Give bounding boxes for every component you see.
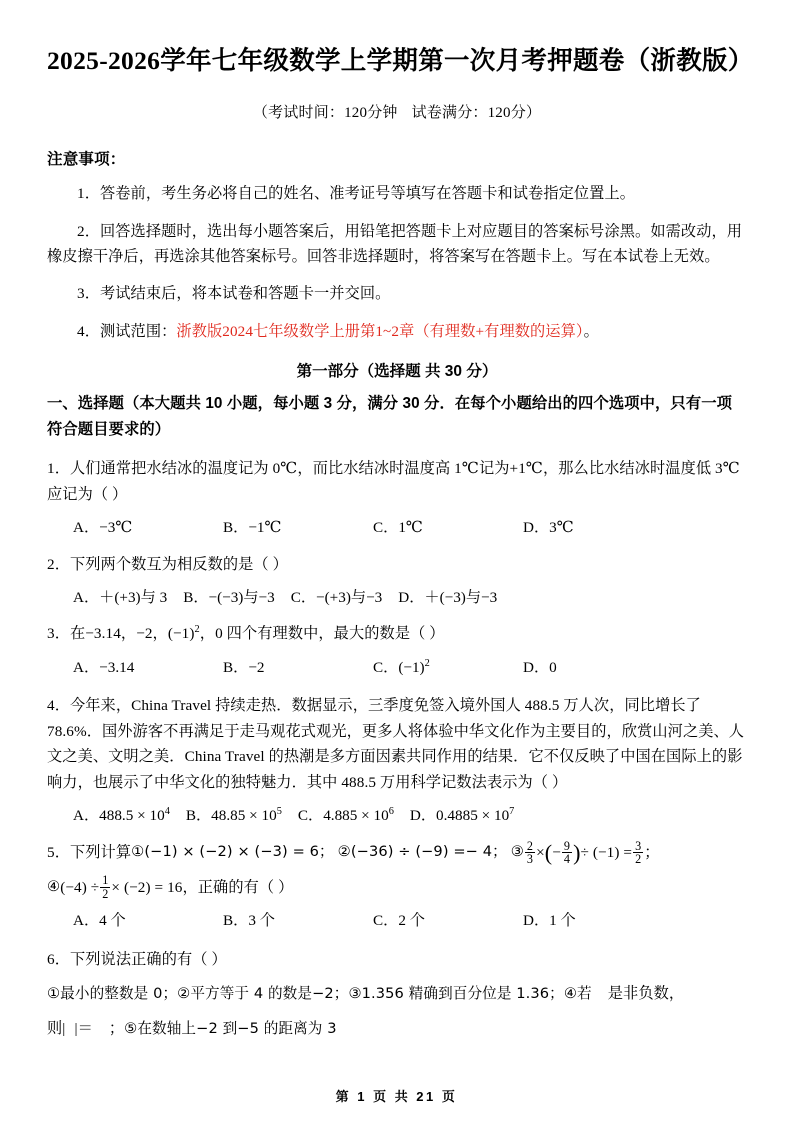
question-2-number: 2． xyxy=(47,555,70,573)
question-1-stem: 人们通常把水结冰的温度记为 0℃，而比水结冰时温度高 1℃记为+1℃，那么比水结冰时温度低 3℃应记为（ ） xyxy=(47,460,740,503)
question-4-option-c-text: C．4.885 × 10 xyxy=(297,807,389,825)
question-6-statements-line-2 xyxy=(47,1016,747,1042)
question-6-statement-4-start: ④若 xyxy=(563,985,592,1003)
question-4-option-b-exponent: 5 xyxy=(276,806,282,818)
question-6-statements-line-1 xyxy=(47,981,747,1007)
question-2-option-d[interactable]: D．＋(−3)与−3 xyxy=(398,589,498,607)
question-5-option-a[interactable]: A．4 个 xyxy=(73,912,126,930)
notice-item-4-prefix: 4．测试范围： xyxy=(77,322,177,340)
question-4-option-b-text: B．48.85 × 10 xyxy=(185,807,277,825)
question-5-options xyxy=(47,909,747,933)
question-4-option-d[interactable] xyxy=(410,804,514,828)
question-5-line-2 xyxy=(47,874,293,900)
question-3-option-a[interactable]: A．−3.14 xyxy=(73,658,135,676)
question-3-option-b[interactable]: B．−2 xyxy=(223,658,265,676)
question-1-number: 1． xyxy=(47,460,70,478)
question-6-statement-5: ⑤在数轴上−2 到−5 的距离为 3 xyxy=(124,1019,337,1037)
fraction-denominator: 3 xyxy=(526,852,534,867)
part-one-heading: 第一部分（选择题 共 30 分） xyxy=(296,362,498,380)
question-6-statement-1: ①最小的整数是 0； xyxy=(47,985,178,1003)
question-6-statement-4-semicolon: ； xyxy=(108,1019,125,1037)
question-3-option-c-exponent: 2 xyxy=(424,657,430,669)
notice-heading: 注意事项： xyxy=(47,151,126,169)
question-3-option-d[interactable]: D．0 xyxy=(523,658,557,676)
question-5-item-3-times: × xyxy=(536,843,545,861)
question-5-fraction-one-half xyxy=(100,874,110,900)
left-paren: ( xyxy=(544,839,553,865)
question-4 xyxy=(47,693,747,795)
question-5-item-4-part-a: (−4) ÷ xyxy=(60,878,100,896)
question-2-options xyxy=(47,586,747,610)
question-6-statement-2: ②平方等于 4 的数是−2； xyxy=(177,985,349,1003)
fraction-denominator: 2 xyxy=(102,886,109,901)
section-one-heading: 一、选择题（本大题共 10 小题，每小题 3 分，满分 30 分．在每个小题给出的四个选项中，只有一项符合题目要求的） xyxy=(47,394,733,438)
page-content xyxy=(47,44,754,1041)
fraction-numerator: 3 xyxy=(635,838,642,853)
fraction-numerator: 2 xyxy=(526,838,534,853)
question-4-option-b[interactable] xyxy=(186,804,282,828)
question-4-option-d-text: D．0.4885 × 10 xyxy=(409,807,510,825)
question-2 xyxy=(47,552,747,578)
question-4-option-d-exponent: 7 xyxy=(509,806,515,818)
notice-item-2: 2．回答选择题时，选出每小题答案后，用铅笔把答题卡上对应题目的答案标号涂黑。如需改动，用橡皮擦干净后，再选涂其他答案标号。回答非选择题时，将答案写在答题卡上。写在本试卷上无效。 xyxy=(47,223,743,265)
question-4-stem: 今年来，China Travel 持续走热．数据显示，三季度免签入境外国人 488.5 万人次，同比增长了 78.6%．国外游客不再满足于走马观花式观光，更多人将体验中华文化作为主要目的，欣赏山河之美、人文之美、文明之美．China Travel 的热潮是多方面因素共同作用的结果．它不仅反映了中国在国际上的影响力，也展示了中华文化的独特魅力．其中 488.5 万用科学记数法表示为（ ） xyxy=(47,697,745,791)
question-5-item-3-marker: ③ xyxy=(510,843,524,861)
notice-item-1: 1．答卷前，考生务必将自己的姓名、准考证号等填写在答题卡和试卷指定位置上。 xyxy=(77,185,636,203)
question-5: 5． 下列计算 ①(−1) × (−2) × (−3) = 6； ②(−36) ÷ (−9) =− 4； ③ $\frac{2}{3}$ × ( − $\frac{9}{4}$ ) ÷ (−1) = $\frac{3}{2}$ ； xyxy=(47,838,660,867)
page-title: 2025-2026学年七年级数学上学期第一次月考押题卷（浙教版） xyxy=(47,46,754,75)
notice-item-4 xyxy=(47,320,747,345)
question-5-fraction-two-thirds xyxy=(525,840,535,866)
question-4-options xyxy=(47,804,747,828)
question-4-number: 4． xyxy=(47,697,70,715)
exam-total-score: 试卷满分：120分） xyxy=(411,105,542,122)
question-5-item-4-part-b: × (−2) = 16，正确的有（ ） xyxy=(111,878,294,896)
question-5-item-1: ①(−1) × (−2) × (−3) = 6； xyxy=(131,843,334,861)
notice-item-4-suffix: 。 xyxy=(583,322,599,340)
question-6 xyxy=(47,947,747,973)
right-paren: ) xyxy=(573,839,581,865)
question-4-option-a-exponent: 4 xyxy=(164,806,170,818)
question-3 xyxy=(47,621,747,647)
question-2-option-a[interactable]: A．＋(+3)与 3 xyxy=(73,589,168,607)
question-6-abs-close: |＝ xyxy=(74,1019,93,1037)
question-2-stem: 下列两个数互为相反数的是（ ） xyxy=(69,555,288,573)
question-5-option-c[interactable]: C．2 个 xyxy=(373,912,425,930)
exam-meta-line xyxy=(47,101,747,122)
question-5-fraction-nine-fourths xyxy=(562,840,572,866)
question-3-option-c[interactable] xyxy=(373,656,523,680)
exam-duration: （考试时间：120分钟 xyxy=(252,105,398,122)
notice-item-4-range: 浙教版2024七年级数学上册第1~2章（有理数+有理数的运算） xyxy=(176,322,584,340)
question-2-option-c[interactable]: C．−(+3)与−3 xyxy=(290,589,383,607)
question-6-number: 6． xyxy=(47,950,70,968)
question-3-stem-part-a: 在−3.14，−2，(−1) xyxy=(69,625,195,643)
question-1 xyxy=(47,456,747,507)
question-5-fraction-three-halves xyxy=(633,840,643,866)
question-6-statement-3: ③1.356 精确到百分位是 1.36； xyxy=(348,985,564,1003)
question-4-option-a-text: A．488.5 × 10 xyxy=(73,807,165,825)
notice-item-3: 3．考试结束后，将本试卷和答题卡一并交回。 xyxy=(77,285,391,303)
question-4-option-a[interactable] xyxy=(73,804,170,828)
fraction-numerator: 9 xyxy=(563,838,571,853)
question-2-option-b[interactable]: B．−(−3)与−3 xyxy=(183,589,275,607)
question-1-option-a[interactable]: A．−3℃ xyxy=(73,519,133,537)
question-5-item-4-marker: ④ xyxy=(47,878,61,896)
question-6-stem: 下列说法正确的有（ ） xyxy=(69,950,227,968)
question-5-number: 5． xyxy=(47,843,70,861)
fraction-numerator: 1 xyxy=(102,873,109,888)
question-3-stem-part-b: ，0 四个有理数中，最大的数是（ ） xyxy=(199,625,445,643)
question-5-option-b[interactable]: B．3 个 xyxy=(223,912,275,930)
question-6-abs-open: 则| xyxy=(47,1019,66,1037)
question-6-statement-4-end: 是非负数， xyxy=(607,985,685,1003)
question-1-option-d[interactable]: D．3℃ xyxy=(523,519,574,537)
question-3-stem-exponent: 2 xyxy=(194,624,200,636)
fraction-denominator: 2 xyxy=(635,852,642,867)
question-3-options xyxy=(47,656,747,680)
question-4-option-c-exponent: 6 xyxy=(388,806,394,818)
question-1-option-c[interactable]: C．1℃ xyxy=(373,519,423,537)
page-footer: 第 1 页 共 21 页 xyxy=(335,1089,458,1104)
question-3-option-c-text: C．(−1) xyxy=(373,658,425,676)
question-3-number: 3． xyxy=(47,625,70,643)
question-4-option-c[interactable] xyxy=(298,804,394,828)
question-1-options xyxy=(47,516,747,540)
question-1-option-b[interactable]: B．−1℃ xyxy=(223,519,282,537)
question-5-item-2: ②(−36) ÷ (−9) =− 4； xyxy=(337,843,507,861)
question-5-item-3-tail: ÷ (−1) = xyxy=(580,843,633,861)
question-5-stem-prefix: 下列计算 xyxy=(69,843,132,861)
fraction-denominator: 4 xyxy=(563,852,571,867)
question-5-option-d[interactable]: D．1 个 xyxy=(523,912,576,930)
question-5-item-3-semicolon: ； xyxy=(644,843,660,861)
